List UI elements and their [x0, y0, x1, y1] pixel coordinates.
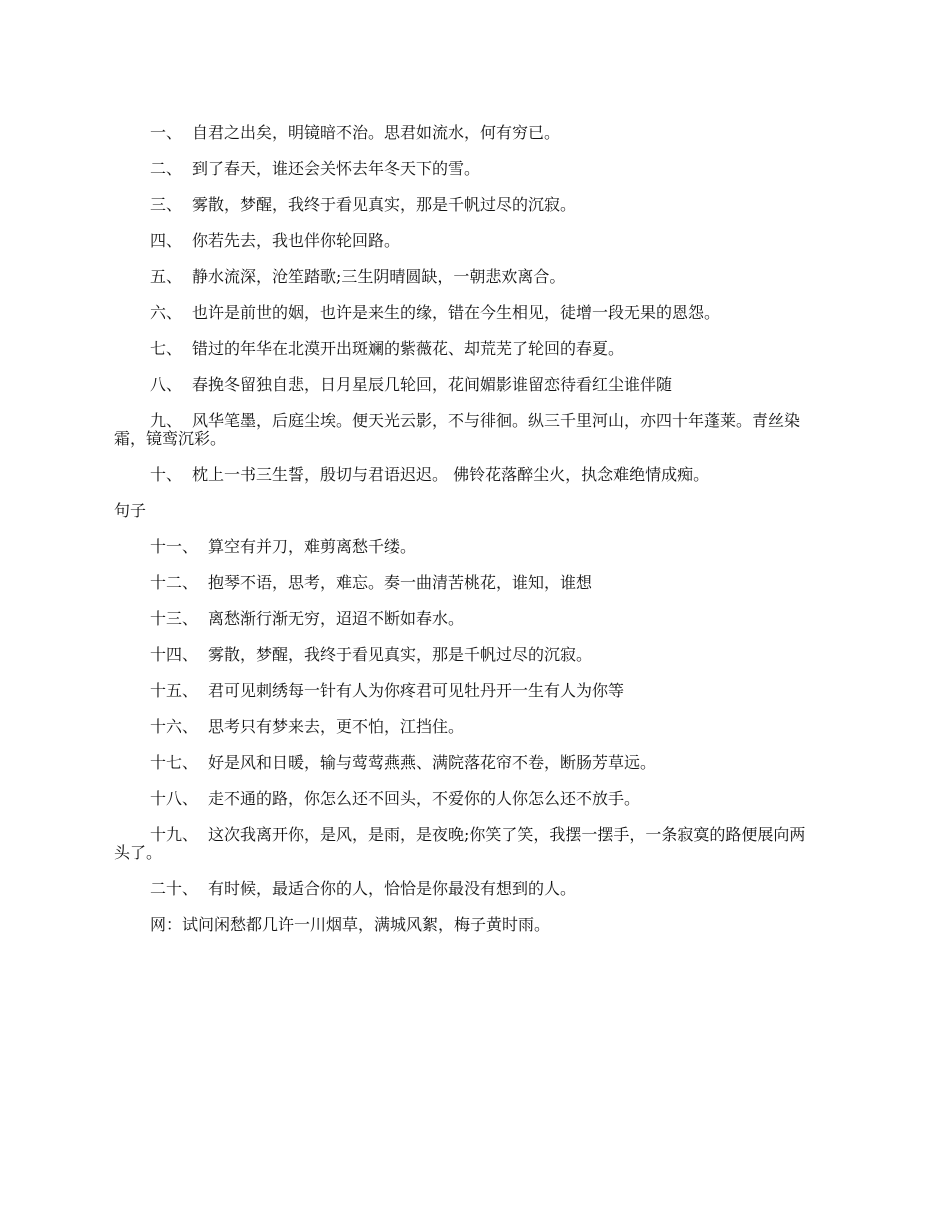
list-item	[114, 268, 814, 286]
list-item	[114, 376, 814, 394]
item-text: 离愁渐行渐无穷，迢迢不断如春水。	[208, 609, 465, 628]
item-number: 二、	[150, 159, 183, 178]
item-text: 雾散，梦醒，我终于看见真实，那是千帆过尽的沉寂。	[208, 645, 593, 664]
item-number: 十三、	[150, 609, 199, 628]
item-number: 十七、	[150, 753, 199, 772]
item-text: 雾散，梦醒，我终于看见真实，那是千帆过尽的沉寂。	[192, 195, 577, 214]
item-number: 十一、	[150, 537, 199, 556]
item-number: 四、	[150, 231, 183, 250]
item-text: 枕上一书三生誓，殷切与君语迟迟。 佛铃花落醉尘火，执念难绝情成痴。	[192, 465, 710, 484]
item-text: 静水流深，沧笙踏歌;三生阴晴圆缺，一朝悲欢离合。	[192, 267, 566, 286]
list-item	[114, 232, 814, 250]
item-number: 二十、	[150, 879, 199, 898]
list-item	[114, 682, 814, 700]
closing-line: 网：试问闲愁都几许一川烟草，满城风絮，梅子黄时雨。	[150, 915, 551, 934]
item-text: 春挽冬留独自悲，日月星辰几轮回，花间媚影谁留恋待看红尘谁伴随	[192, 375, 673, 394]
item-number: 十四、	[150, 645, 199, 664]
section-heading: 句子	[114, 501, 147, 520]
item-number: 七、	[150, 339, 183, 358]
list-item	[114, 754, 814, 772]
item-text: 风华笔墨，后庭尘埃。便天光云影，不与徘徊。纵三千里河山，亦四十年蓬莱。青丝染霜，镜鸾沉彩。	[114, 411, 801, 448]
list-item	[114, 160, 814, 178]
item-number: 十九、	[150, 825, 199, 844]
item-number: 三、	[150, 195, 183, 214]
item-text: 到了春天，谁还会关怀去年冬天下的雪。	[192, 159, 481, 178]
item-number: 六、	[150, 303, 183, 322]
document-body	[114, 124, 814, 952]
list-item	[114, 790, 814, 808]
item-number: 九、	[150, 411, 183, 430]
item-number: 八、	[150, 375, 183, 394]
list-item	[114, 610, 814, 628]
list-item	[114, 412, 814, 448]
item-number: 十二、	[150, 573, 199, 592]
item-text: 思考只有梦来去，更不怕，江挡住。	[208, 717, 465, 736]
item-text: 这次我离开你，是风，是雨，是夜晚;你笑了笑，我摆一摆手，一条寂寞的路便展向两头了。	[114, 825, 806, 862]
list-item	[114, 196, 814, 214]
list-item	[114, 826, 814, 862]
item-number: 十六、	[150, 717, 199, 736]
item-text: 你若先去，我也伴你轮回路。	[192, 231, 401, 250]
item-text: 君可见刺绣每一针有人为你疼君可见牡丹开一生有人为你等	[208, 681, 625, 700]
item-number: 十八、	[150, 789, 199, 808]
list-item	[114, 574, 814, 592]
item-text: 走不通的路，你怎么还不回头，不爱你的人你怎么还不放手。	[208, 789, 641, 808]
list-item	[114, 466, 814, 484]
item-text: 错过的年华在北漠开出斑斓的紫薇花、却荒芜了轮回的春夏。	[192, 339, 625, 358]
list-item	[114, 304, 814, 322]
item-number: 一、	[150, 123, 183, 142]
item-text: 有时候，最适合你的人，恰恰是你最没有想到的人。	[208, 879, 577, 898]
item-text: 抱琴不语，思考，难忘。奏一曲清苦桃花，谁知，谁想	[208, 573, 593, 592]
item-text: 自君之出矣，明镜暗不治。思君如流水，何有穷已。	[192, 123, 561, 142]
item-text: 算空有并刀，难剪离愁千缕。	[208, 537, 417, 556]
list-item	[114, 538, 814, 556]
item-number: 十五、	[150, 681, 199, 700]
list-item	[114, 646, 814, 664]
item-text: 也许是前世的姻，也许是来生的缘，错在今生相见，徒增一段无果的恩怨。	[192, 303, 721, 322]
item-number: 十、	[150, 465, 183, 484]
list-item	[114, 124, 814, 142]
list-item	[114, 340, 814, 358]
list-item	[114, 718, 814, 736]
list-item	[114, 880, 814, 898]
item-number: 五、	[150, 267, 183, 286]
item-text: 好是风和日暖，输与莺莺燕燕、满院落花帘不卷，断肠芳草远。	[208, 753, 657, 772]
